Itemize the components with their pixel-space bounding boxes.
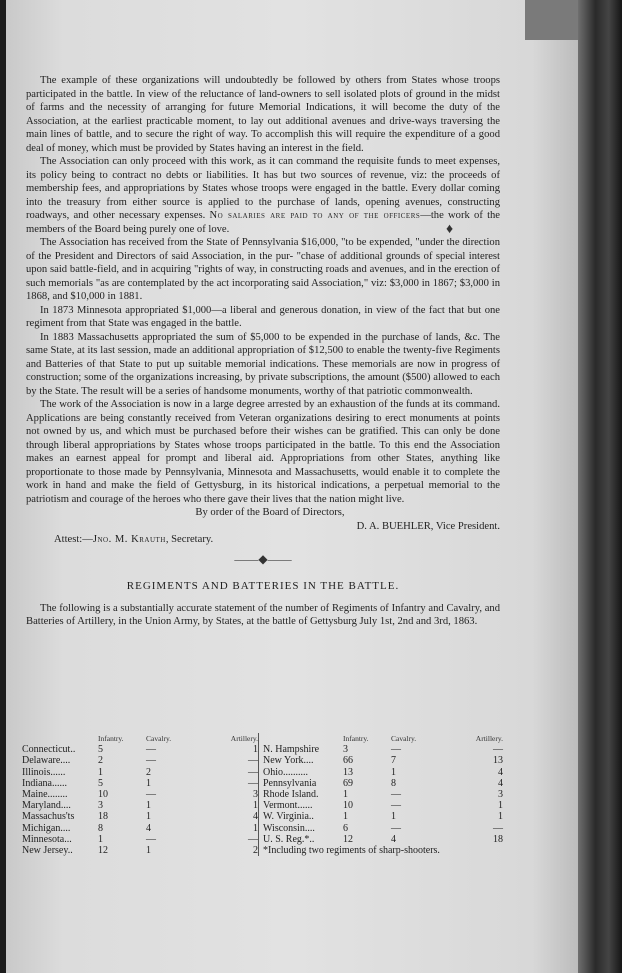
paragraph-5: In 1883 Massachusetts appropriated the sum of $5,000 to be expended in the purchase of lands, &c. The same State, at its last session, made an additional appropriation of $12,500 to enable the twenty-five Regiments and Batteries of that State to put up suitable memorial indications. These memorials are now in progress of construction; some of the organizations increasing, by private subscriptions, the amount ($500) allowed to each by the State. The result will be a series of handsome monuments, worthy of that patriotic commonwealth. bbox=[26, 331, 500, 397]
cell-state: Michigan.... bbox=[22, 822, 71, 834]
signature: D. A. BUEHLER, Vice President. bbox=[356, 520, 500, 532]
cell-inf: 18 bbox=[98, 811, 108, 823]
cell-state: Indiana...... bbox=[22, 777, 67, 789]
cell-inf: 5 bbox=[98, 744, 103, 756]
cell-cav: 7 bbox=[391, 755, 396, 767]
cell-art: 18 bbox=[493, 833, 503, 845]
cell-cav: 1 bbox=[146, 811, 151, 823]
table-row bbox=[22, 834, 258, 845]
paragraph-3: The Association has received from the State of Pennsylvania $16,000, "to be expended, "under the direction of the President and Directors of said Association, in the pur- "chase of additional grounds of special interest upon said battle-field, and in acquiring "rights of way, in constructing roads and avenues, and in the erection of such memorials "as are contemplated by the act incorporating said Association," viz: $3,000 in 1867; $3,000 in 1868, and $10,000 in 1881. bbox=[26, 237, 500, 302]
cell-cav: — bbox=[391, 744, 401, 756]
table-row bbox=[22, 845, 258, 856]
cell-state: New York.... bbox=[263, 755, 314, 767]
cell-art: 1 bbox=[498, 811, 503, 823]
cell-art: 4 bbox=[253, 811, 258, 823]
cell-art: 4 bbox=[498, 777, 503, 789]
cell-inf: 10 bbox=[98, 789, 108, 801]
cell-inf: 1 bbox=[343, 811, 348, 823]
cell-cav: — bbox=[146, 755, 156, 767]
cell-state: Vermont...... bbox=[263, 800, 313, 812]
cell-cav: — bbox=[146, 833, 156, 845]
cell-art: — bbox=[248, 755, 258, 767]
cell-art: 3 bbox=[498, 789, 503, 801]
torn-corner bbox=[525, 0, 578, 40]
table-right-column bbox=[258, 733, 503, 856]
cell-art: — bbox=[248, 777, 258, 789]
no-salaries-text: No salaries are paid to any of the officers bbox=[209, 210, 421, 221]
attest-line: Attest:—Jno. M. Krauth, Secretary. bbox=[54, 534, 214, 545]
table-row bbox=[22, 755, 258, 766]
cell-cav: 4 bbox=[146, 822, 151, 834]
table-row bbox=[22, 767, 258, 778]
table-row bbox=[22, 778, 258, 789]
cell-art: 4 bbox=[498, 766, 503, 778]
cell-art: 13 bbox=[493, 755, 503, 767]
cell-cav: 2 bbox=[146, 766, 151, 778]
cell-state: Delaware.... bbox=[22, 755, 71, 767]
cell-art: 1 bbox=[253, 822, 258, 834]
cell-cav: — bbox=[146, 744, 156, 756]
table-left-column bbox=[22, 733, 258, 856]
cell-art: — bbox=[248, 766, 258, 778]
body-text bbox=[26, 74, 500, 629]
table-row bbox=[263, 755, 503, 766]
cell-art: — bbox=[493, 822, 503, 834]
cell-inf: 8 bbox=[98, 822, 103, 834]
cell-cav: — bbox=[391, 822, 401, 834]
cell-inf: 13 bbox=[343, 766, 353, 778]
cell-state: Massachus'ts bbox=[22, 811, 75, 823]
cell-state: Wisconsin.... bbox=[263, 822, 315, 834]
cell-cav: 1 bbox=[146, 800, 151, 812]
cell-art: — bbox=[248, 833, 258, 845]
cell-cav: — bbox=[391, 800, 401, 812]
cell-state: Pennsylvania bbox=[263, 777, 317, 789]
cell-state: New Jersey.. bbox=[22, 845, 73, 857]
cell-state: N. Hampshire bbox=[263, 744, 320, 756]
cell-inf: 66 bbox=[343, 755, 353, 767]
table-header: Infantry. Cavalry. Artillery. bbox=[98, 734, 258, 743]
paragraph-2: The Association can only proceed with this work, as it can command the requisite funds to meet expenses, its policy being to contract no debts or liabilities. It has but two sources of revenue, viz: the proceeds of membership fees, and appropriations by States whose troops were engaged in the battle. Every dollar coming into the treasury from either source is applied to the purchase of lands, opening avenues, constructing roadways, and other necessary expenses. No salaries are paid to any of the officers—the work of the members of the Board being purely one of love. bbox=[26, 156, 501, 235]
cell-state: Minnesota... bbox=[22, 833, 72, 845]
section-divider: ——◆—— bbox=[234, 551, 292, 566]
cell-inf: 6 bbox=[343, 822, 348, 834]
table-row bbox=[263, 834, 503, 845]
table-row bbox=[263, 778, 503, 789]
table-row bbox=[263, 789, 503, 800]
cell-art: 3 bbox=[253, 789, 258, 801]
paragraph-6: The work of the Association is now in a large degree arrested by an exhaustion of the funds at its command. Applications are being constantly received from Veteran organizations desiring to erect monuments at points not owned by us, and which must be purchased before their wishes can be gratified. This can only be done through liberal appropriations by States whose troops participated in the battle. To this end the Association makes an earnest appeal for prompt and liberal aid. Appropriations from other States, anything like proportionate to those made by Pennsylvania, Minnesota and Massachusetts, would enable it to complete the work in hand and make the field of Gettysburg, in its historical indications, a perpetual memorial to the patriotism and courage of the heroes who there gave their lives that the nation might live. bbox=[26, 399, 500, 505]
cell-art: 1 bbox=[253, 744, 258, 756]
cell-state: Ohio.......... bbox=[263, 766, 308, 778]
cell-inf: 12 bbox=[98, 845, 108, 857]
cell-state: U. S. Reg.*.. bbox=[263, 833, 315, 845]
cell-inf: 10 bbox=[343, 800, 353, 812]
cell-cav: 8 bbox=[391, 777, 396, 789]
cell-cav: — bbox=[391, 789, 401, 801]
table-row bbox=[263, 744, 503, 755]
cell-state: Rhode Island. bbox=[263, 789, 319, 801]
cell-inf: 1 bbox=[98, 833, 103, 845]
cell-state: W. Virginia.. bbox=[263, 811, 314, 823]
section-intro: The following is a substantially accurate statement of the number of Regiments of Infantry and Cavalry, and Batteries of Artillery, in the Union Army, by States, at the battle of Gettysburg July 1st, 2nd and 3rd, 1863. bbox=[26, 602, 500, 627]
cell-cav: 1 bbox=[391, 766, 396, 778]
cell-state: Connecticut.. bbox=[22, 744, 76, 756]
cell-cav: 1 bbox=[146, 777, 151, 789]
table-row bbox=[22, 789, 258, 800]
cell-inf: 5 bbox=[98, 777, 103, 789]
paragraph-4: In 1873 Minnesota appropriated $1,000—a liberal and generous donation, in view of the fact that but one regiment from that State was engaged in the battle. bbox=[26, 304, 500, 329]
table-row bbox=[263, 823, 503, 834]
table-header: Infantry. Cavalry. Artillery. bbox=[343, 734, 503, 743]
cell-state: Maryland.... bbox=[22, 800, 71, 812]
cell-cav: — bbox=[146, 789, 156, 801]
cell-inf: 12 bbox=[343, 833, 353, 845]
regiments-table bbox=[22, 733, 502, 856]
ink-mark: ♦ bbox=[446, 222, 454, 237]
order-line: By order of the Board of Directors, bbox=[195, 507, 345, 518]
section-title: REGIMENTS AND BATTERIES IN THE BATTLE. bbox=[126, 580, 400, 592]
cell-state: Maine........ bbox=[22, 789, 68, 801]
cell-art: 1 bbox=[253, 800, 258, 812]
table-row bbox=[263, 811, 503, 822]
cell-inf: 2 bbox=[98, 755, 103, 767]
cell-art: 2 bbox=[253, 845, 258, 857]
cell-inf: 69 bbox=[343, 777, 353, 789]
cell-inf: 1 bbox=[98, 766, 103, 778]
table-row bbox=[22, 811, 258, 822]
paragraph-1: The example of these organizations will undoubtedly be followed by others from States whose troops participated in the battle. In view of the reluctance of land-owners to sell isolated plots of ground in the midst of farms and the necessity of arranging for future Memorial Indications, it will become the duty of the Association, at the earliest practicable moment, to lay out additional avenues and drive-ways traversing the main lines of battle, and to secure the right of way. To accomplish this will require the expenditure of a good deal of money, which must be provided by States having an interest in the field. bbox=[26, 75, 500, 154]
cell-cav: 4 bbox=[391, 833, 396, 845]
book-spine bbox=[578, 0, 622, 973]
cell-inf: 1 bbox=[343, 789, 348, 801]
table-row bbox=[263, 767, 503, 778]
table-row bbox=[22, 823, 258, 834]
cell-inf: 3 bbox=[98, 800, 103, 812]
cell-cav: 1 bbox=[146, 845, 151, 857]
table-row bbox=[22, 744, 258, 755]
cell-cav: 1 bbox=[391, 811, 396, 823]
table-footnote: *Including two regiments of sharp-shooters. bbox=[263, 845, 440, 857]
cell-inf: 3 bbox=[343, 744, 348, 756]
cell-art: 1 bbox=[498, 800, 503, 812]
cell-art: — bbox=[493, 744, 503, 756]
cell-state: Illinois...... bbox=[22, 766, 66, 778]
table-row bbox=[22, 800, 258, 811]
table-row bbox=[263, 800, 503, 811]
